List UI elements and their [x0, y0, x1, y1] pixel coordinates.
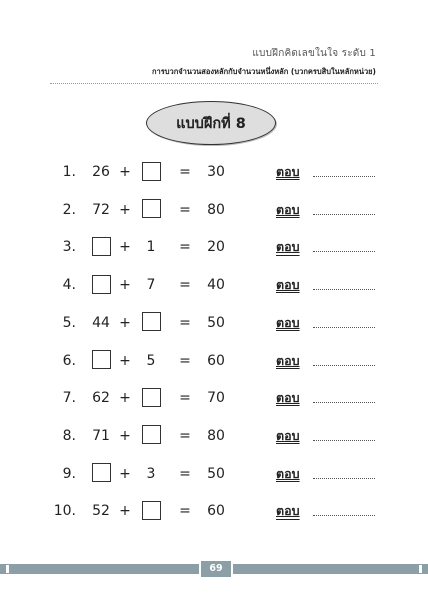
sum-value: 50 — [207, 465, 225, 482]
problem-row — [0, 160, 428, 184]
answer-line[interactable] — [313, 365, 375, 366]
answer-label — [276, 162, 300, 182]
answer-line[interactable] — [313, 289, 375, 290]
equals-sign: = — [179, 352, 191, 369]
addend-1-blank[interactable] — [88, 275, 114, 295]
sum-value: 60 — [207, 503, 225, 520]
plus-sign: + — [119, 503, 131, 520]
answer-box[interactable] — [92, 275, 111, 294]
answer-label-text: ตอบ — [276, 427, 300, 443]
answer-label — [276, 351, 300, 371]
answer-box[interactable] — [142, 199, 161, 218]
answer-label-text: ตอบ — [276, 239, 300, 255]
answer-label — [276, 464, 300, 484]
answer-box[interactable] — [142, 162, 161, 181]
addend-1: 44 — [92, 314, 110, 331]
equals-sign: = — [179, 390, 191, 407]
plus-sign: + — [119, 277, 131, 294]
plus-sign: + — [119, 390, 131, 407]
footer-bar-left-mark — [6, 565, 9, 573]
addend-2: 3 — [146, 465, 156, 482]
addend-2: 1 — [146, 239, 156, 256]
plus-sign: + — [119, 427, 131, 444]
addend-2-blank[interactable] — [138, 501, 164, 521]
addend-1: 71 — [92, 427, 110, 444]
sum-value: 20 — [207, 239, 225, 256]
page-number: 69 — [199, 561, 233, 577]
exercise-title-badge — [146, 101, 276, 145]
answer-line[interactable] — [313, 402, 375, 403]
equals-sign: = — [179, 239, 191, 256]
sum-value: 70 — [207, 390, 225, 407]
equals-sign: = — [179, 427, 191, 444]
plus-sign: + — [119, 164, 131, 180]
addend-1: 62 — [92, 390, 110, 407]
plus-sign: + — [119, 239, 131, 256]
answer-label-text: ตอบ — [276, 277, 300, 293]
answer-line[interactable] — [313, 214, 375, 215]
problem-number: 8. — [62, 427, 76, 444]
answer-label-text: ตอบ — [276, 465, 300, 481]
problem-row — [0, 499, 428, 523]
answer-label-text: ตอบ — [276, 503, 300, 519]
problem-number: 2. — [62, 201, 76, 218]
addend-2-blank[interactable] — [138, 388, 164, 408]
equals-sign: = — [179, 465, 191, 482]
answer-box[interactable] — [92, 350, 111, 369]
sum-value: 40 — [207, 277, 225, 294]
addend-2-blank[interactable] — [138, 200, 164, 220]
answer-box[interactable] — [142, 425, 161, 444]
problem-number: 7. — [62, 390, 76, 407]
addend-2: 7 — [146, 277, 156, 294]
answer-label — [276, 313, 300, 333]
plus-sign: + — [119, 201, 131, 218]
problem-row — [0, 311, 428, 335]
plus-sign: + — [119, 314, 131, 331]
answer-label — [276, 200, 300, 220]
problem-number: 4. — [62, 277, 76, 294]
plus-sign: + — [119, 352, 131, 369]
addend-2-blank[interactable] — [138, 426, 164, 446]
addend-1: 72 — [92, 201, 110, 218]
problem-number: 9. — [62, 465, 76, 482]
problem-number: 6. — [62, 352, 76, 369]
problem-row — [0, 273, 428, 297]
addend-2: 5 — [146, 352, 156, 369]
topic-subtitle: การบวกจำนวนสองหลักกับจำนวนหนึ่งหลัก (บวกครบสิบในหลักหน่วย) — [151, 67, 376, 76]
addend-1: 26 — [92, 164, 110, 180]
problem-number: 1. — [62, 164, 76, 180]
sum-value: 80 — [207, 427, 225, 444]
equals-sign: = — [179, 314, 191, 331]
answer-box[interactable] — [142, 312, 161, 331]
equals-sign: = — [179, 277, 191, 294]
equals-sign: = — [179, 503, 191, 520]
sum-value: 60 — [207, 352, 225, 369]
addend-2-blank[interactable] — [138, 313, 164, 333]
problem-row — [0, 198, 428, 222]
footer-bar-right-mark — [419, 565, 422, 573]
problem-number: 10. — [53, 503, 76, 520]
answer-label-text: ตอบ — [276, 390, 300, 406]
answer-label — [276, 237, 300, 257]
answer-line[interactable] — [313, 176, 375, 177]
answer-line[interactable] — [313, 251, 375, 252]
series-title: แบบฝึกคิดเลขในใจ ระดับ 1 — [252, 48, 376, 59]
answer-line[interactable] — [313, 515, 375, 516]
sum-value: 50 — [207, 314, 225, 331]
answer-box[interactable] — [142, 501, 161, 520]
answer-line[interactable] — [313, 327, 375, 328]
answer-label — [276, 388, 300, 408]
dotted-divider — [50, 83, 378, 84]
answer-box[interactable] — [142, 388, 161, 407]
answer-box[interactable] — [92, 237, 111, 256]
addend-1-blank[interactable] — [88, 351, 114, 371]
plus-sign: + — [119, 465, 131, 482]
sum-value: 30 — [207, 164, 225, 180]
problem-row — [0, 386, 428, 410]
sum-value: 80 — [207, 201, 225, 218]
problem-row — [0, 235, 428, 259]
answer-label — [276, 501, 300, 521]
addend-1: 52 — [92, 503, 110, 520]
problem-row — [0, 424, 428, 448]
problem-row — [0, 349, 428, 373]
answer-label — [276, 275, 300, 295]
equals-sign: = — [179, 164, 191, 180]
equals-sign: = — [179, 201, 191, 218]
answer-label-text: ตอบ — [276, 352, 300, 368]
problem-row — [0, 462, 428, 486]
addend-1-blank[interactable] — [88, 237, 114, 257]
answer-label-text: ตอบ — [276, 201, 300, 217]
problem-number: 5. — [62, 314, 76, 331]
addend-2-blank[interactable] — [138, 162, 164, 182]
exercise-title: แบบฝึกที่ 8 — [176, 115, 246, 132]
answer-line[interactable] — [313, 440, 375, 441]
answer-line[interactable] — [313, 478, 375, 479]
answer-box[interactable] — [92, 463, 111, 482]
addend-1-blank[interactable] — [88, 464, 114, 484]
problem-number: 3. — [62, 239, 76, 256]
answer-label — [276, 426, 300, 446]
answer-label-text: ตอบ — [276, 314, 300, 330]
answer-label-text: ตอบ — [276, 164, 300, 179]
